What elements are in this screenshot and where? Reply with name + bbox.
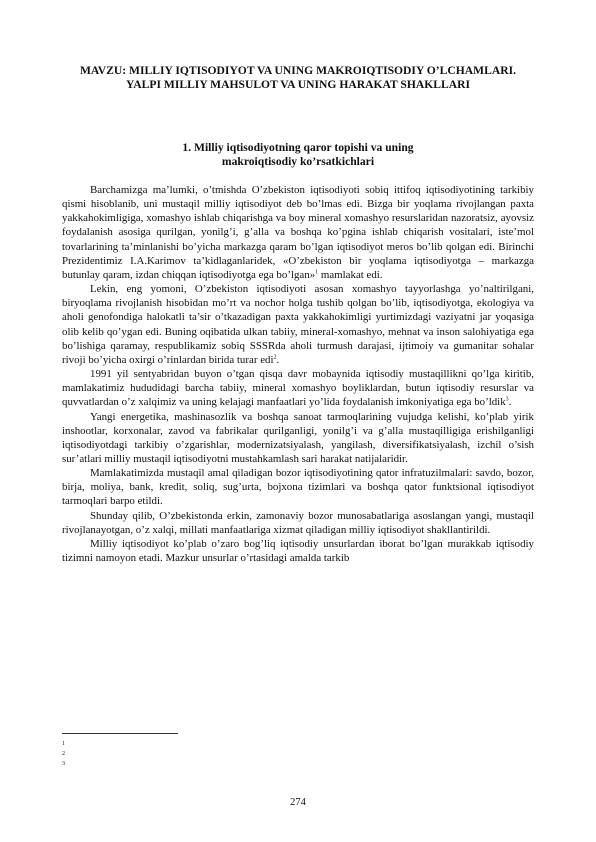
page-number: 274 [290, 797, 306, 808]
footnote-ref: 1 [315, 269, 319, 276]
footnotes [62, 739, 65, 769]
footnote-divider [62, 733, 178, 734]
section-heading [64, 141, 532, 170]
section-heading-line-2: makroiqtisodiy ko’rsatkichlari [221, 155, 375, 169]
paragraph: Barchamizga ma’lumki, o’tmishda O’zbekiston iqtisodiyoti sobiq ittifoq iqtisodiyotining tarkibiy qismi hisoblanib, uni mustaqil milliy iqtisodiyot deb bo’lmas edi. Bizga bir yoqlama rivojlangan paxta yakkahokimligiga, xomashyo ishlab chiqarishga va boy mineral xomashyo resurslaridan nazoratsiz, ayovsiz foydalanish asosiga qurilgan, yonilg’i, g’alla va boshqa ko’pgina ishlab chiqarish vositalari, iste’mol tovarlarining ta’minlanishi bo’yicha markazga qaram bo’lgan iqtisodiyot meros bo’lib qolgan edi. Birinchi Prezidentimiz I.A.Karimov ta’kidlaganlaridek, «O’zbekiston bir yoqlama iqtisodiyotga – markazga butunlay qaram, izdan chiqqan iqtisodiyotga ega bo’lgan»$^1$ mamlakat edi. [62, 184, 534, 281]
footnote-ref: 3 [505, 396, 509, 403]
section-heading-line-1: 1. Milliy iqtisodiyotning qaror topishi va uning [182, 141, 414, 154]
paragraph: Milliy iqtisodiyot ko’plab o’zaro bog’liq iqtisodiy unsurlardan iborat bo’lgan murakkab iqtisodiy tizimni namoyon etadi. Mazkur unsurlar o’rtasidagi amalda tarkib [62, 537, 534, 565]
paragraph: 1991 yil sentyabridan buyon o’tgan qisqa davr mobaynida iqtisodiy mustaqillikni qo’lga kiritib, mamlakatimiz hududidagi barcha tabiiy, mineral xomashyo boyliklardan, butun iqtisodiy resurslar va quvvatlardan o’z xalqimiz va uning kelajagi manfaatlari yo’lida foydalanish imkoniyatiga ega bo’ldik$^3$. [62, 368, 534, 409]
paragraph: Shunday qilib, O’zbekistonda erkin, zamonaviy bozor munosabatlariga asoslangan yangi, mustaqil rivojlanayotgan, o’z xalqi, millati manfaatlariga xizmat qiladigan milliy iqtisodiyot shakllantirildi. [62, 509, 534, 536]
footnote-marker: 2 [62, 751, 65, 757]
paragraph: Mamlakatimizda mustaqil amal qiladigan bozor iqtisodiyotining qator infratuzilmalari: savdo, bozor, birja, moliya, bank, kredit, soliq, sug’urta, bojxona tizimlari va boshqa qator funktsional iqtisodiyot tarmoqlari barpo etildi. [62, 467, 534, 508]
footnote-marker: 3 [62, 761, 65, 767]
paragraph: Yangi energetika, mashinasozlik va boshqa sanoat tarmoqlarining vujudga kelishi, ko’plab yirik inshootlar, korxonalar, zavod va fabrikalar qurilganligi, yonilg’i va g’alla mustaqilligiga erishilganligi iqtisodiyotdagi tarkibiy o’zgarishlar, modernizatsiyalash, yangilash, diversifikatsiyalash, izchil o’sish sur’atlari milliy mustaqil iqtisodiyotni mustahkamlash sari harakat natijalaridir. [62, 410, 534, 465]
footnote-marker: 1 [62, 741, 65, 747]
body-text [62, 183, 534, 565]
footnote-ref: 2 [273, 354, 277, 361]
document-title: MAVZU: MILLIY IQTISODIYOT VA UNING MAKROIQTISODIY O’LCHAMLARI. YALPI MILLIY MAHSULOT VA UNING HARAKAT SHAKLLARI [79, 64, 516, 92]
paragraph: Lekin, eng yomoni, O’zbekiston iqtisodiyoti asosan xomashyo tayyorlashga yo’naltirilgani, biryoqlama rivojlanish hisobidan mo’rt va nochor holga tushib qolgan bo’lib, iqtisodiyotga, ekologiya va aholi genofondiga halokatli ta’sir o’tkazadigan paxta yakkahokimligi yurtimizdagi vaziyatni jar yoqasiga olib kelib qo’ygan edi. Buning oqibatida ulkan tabiiy, mineral-xomashyo, mehnat va inson salohiyatiga ega bo’lishiga qaramay, respublikamiz sobiq SSSRda aholi turmush darajasi, ijtimoiy va gumanitar sohalar rivoji bo’yicha oxirgi o’rinlardan birida turar edi$^2$. [62, 283, 534, 366]
